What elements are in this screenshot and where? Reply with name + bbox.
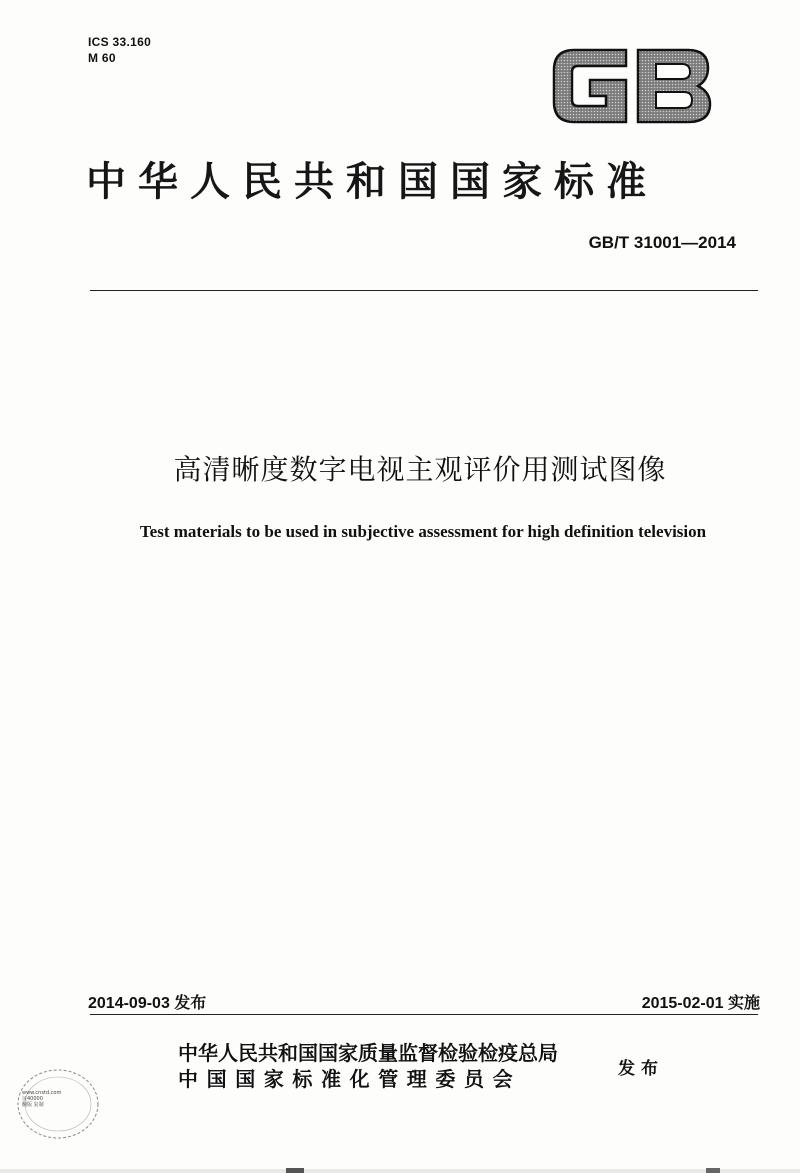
issuer-aqsiq: 中华人民共和国国家质量监督检验检疫总局 bbox=[178, 1041, 558, 1065]
issuer-sac: 中国国家标准化管理委员会 bbox=[178, 1067, 522, 1091]
issuing-authorities bbox=[178, 1040, 558, 1092]
gb-logo-icon bbox=[548, 44, 714, 128]
issue-date: 2014-09-03 发布 bbox=[88, 995, 207, 1012]
effective-date: 2015-02-01 实施 bbox=[641, 995, 760, 1012]
bottom-divider bbox=[90, 1014, 758, 1015]
standard-number: GB/T 31001—2014 bbox=[588, 233, 736, 252]
stamp-line-2: 证40000 bbox=[22, 1096, 43, 1102]
scan-edge-artifact bbox=[0, 1163, 800, 1173]
stamp-line-1: www.cnstd.com bbox=[22, 1090, 62, 1096]
standard-category-title: 中华人民共和国国家标准 bbox=[86, 159, 658, 205]
top-divider bbox=[90, 290, 758, 291]
stamp-line-3: 翻版 复制 bbox=[22, 1102, 44, 1108]
stamp-text bbox=[22, 1090, 88, 1108]
publish-label: 发布 bbox=[618, 1059, 664, 1079]
document-title-english: Test materials to be used in subjective assessment for high definition television bbox=[139, 522, 707, 541]
ccs-code: M 60 bbox=[88, 51, 116, 65]
ics-code: ICS 33.160 bbox=[88, 35, 152, 49]
classification-codes bbox=[88, 34, 151, 66]
document-title-chinese: 高清晰度数字电视主观评价用测试图像 bbox=[173, 453, 667, 486]
